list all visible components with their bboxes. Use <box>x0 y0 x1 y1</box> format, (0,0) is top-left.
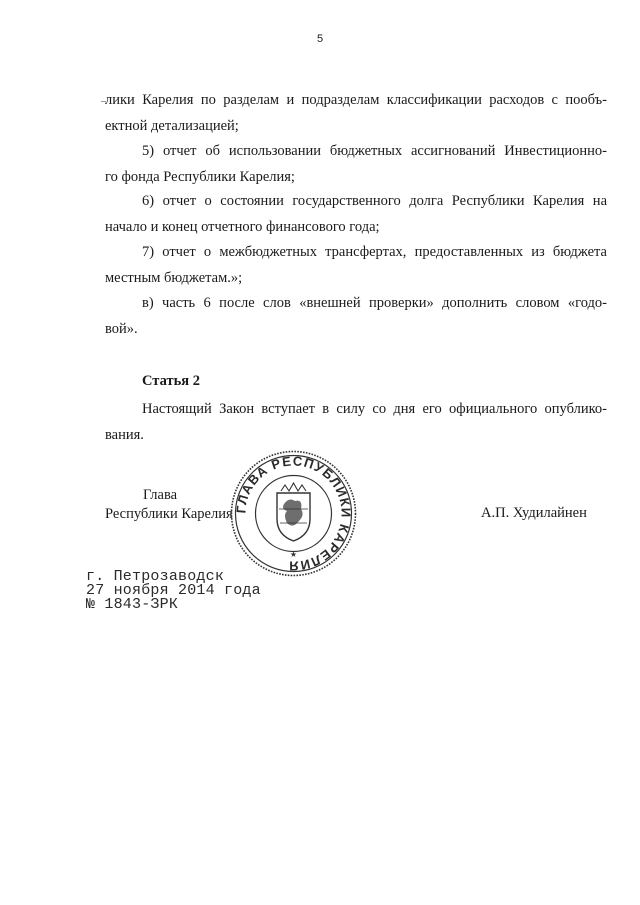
signatory-name: А.П. Худилайнен <box>481 505 587 521</box>
list-item-7 <box>105 240 607 291</box>
page-number: 5 <box>316 33 324 45</box>
article-text <box>105 397 607 448</box>
text-line: вания. <box>105 426 144 443</box>
text-line: 6) отчет о состоянии государственного долга Республики Карелия на <box>142 193 607 209</box>
text-line: вой». <box>105 320 138 337</box>
list-item-6 <box>105 189 607 240</box>
place-of-signing: г. Петрозаводск <box>86 568 225 585</box>
svg-text:ГЛАВА РЕСПУБЛИКИ КАРЕЛИЯ: ГЛАВА РЕСПУБЛИКИ КАРЕЛИЯ <box>233 453 354 574</box>
text-line: лики Карелия по разделам и подразделам классификации расходов с пообъ- <box>105 92 607 108</box>
text-line: 7) отчет о межбюджетных трансфертах, предоставленных из бюджета <box>142 244 607 260</box>
list-item-5 <box>105 139 607 190</box>
signature-title-line1: Глава <box>143 487 178 503</box>
text-line: 5) отчет об использовании бюджетных ассигнований Инвестиционно- <box>142 143 607 159</box>
article-heading: Статья 2 <box>142 373 200 389</box>
paragraph-continuation <box>105 88 607 139</box>
text-line: начало и конец отчетного финансового года; <box>105 218 380 235</box>
official-seal <box>229 449 358 578</box>
text-line: Настоящий Закон вступает в силу со дня его официального опублико- <box>142 401 607 417</box>
text-line: ектной детализацией; <box>105 117 239 134</box>
text-line: го фонда Республики Карелия; <box>105 168 295 185</box>
text-line: местным бюджетам.»; <box>105 269 243 286</box>
signature-title-line2: Республики Карелия <box>105 506 233 522</box>
coat-of-arms-icon <box>277 483 310 541</box>
svg-text:★: ★ <box>289 550 298 559</box>
amendment-item-v <box>105 291 607 342</box>
text-line: в) часть 6 после слов «внешней проверки» дополнить словом «годо- <box>142 295 607 311</box>
law-number: № 1843-ЗРК <box>86 596 179 613</box>
signing-date: 27 ноября 2014 года <box>86 582 261 599</box>
